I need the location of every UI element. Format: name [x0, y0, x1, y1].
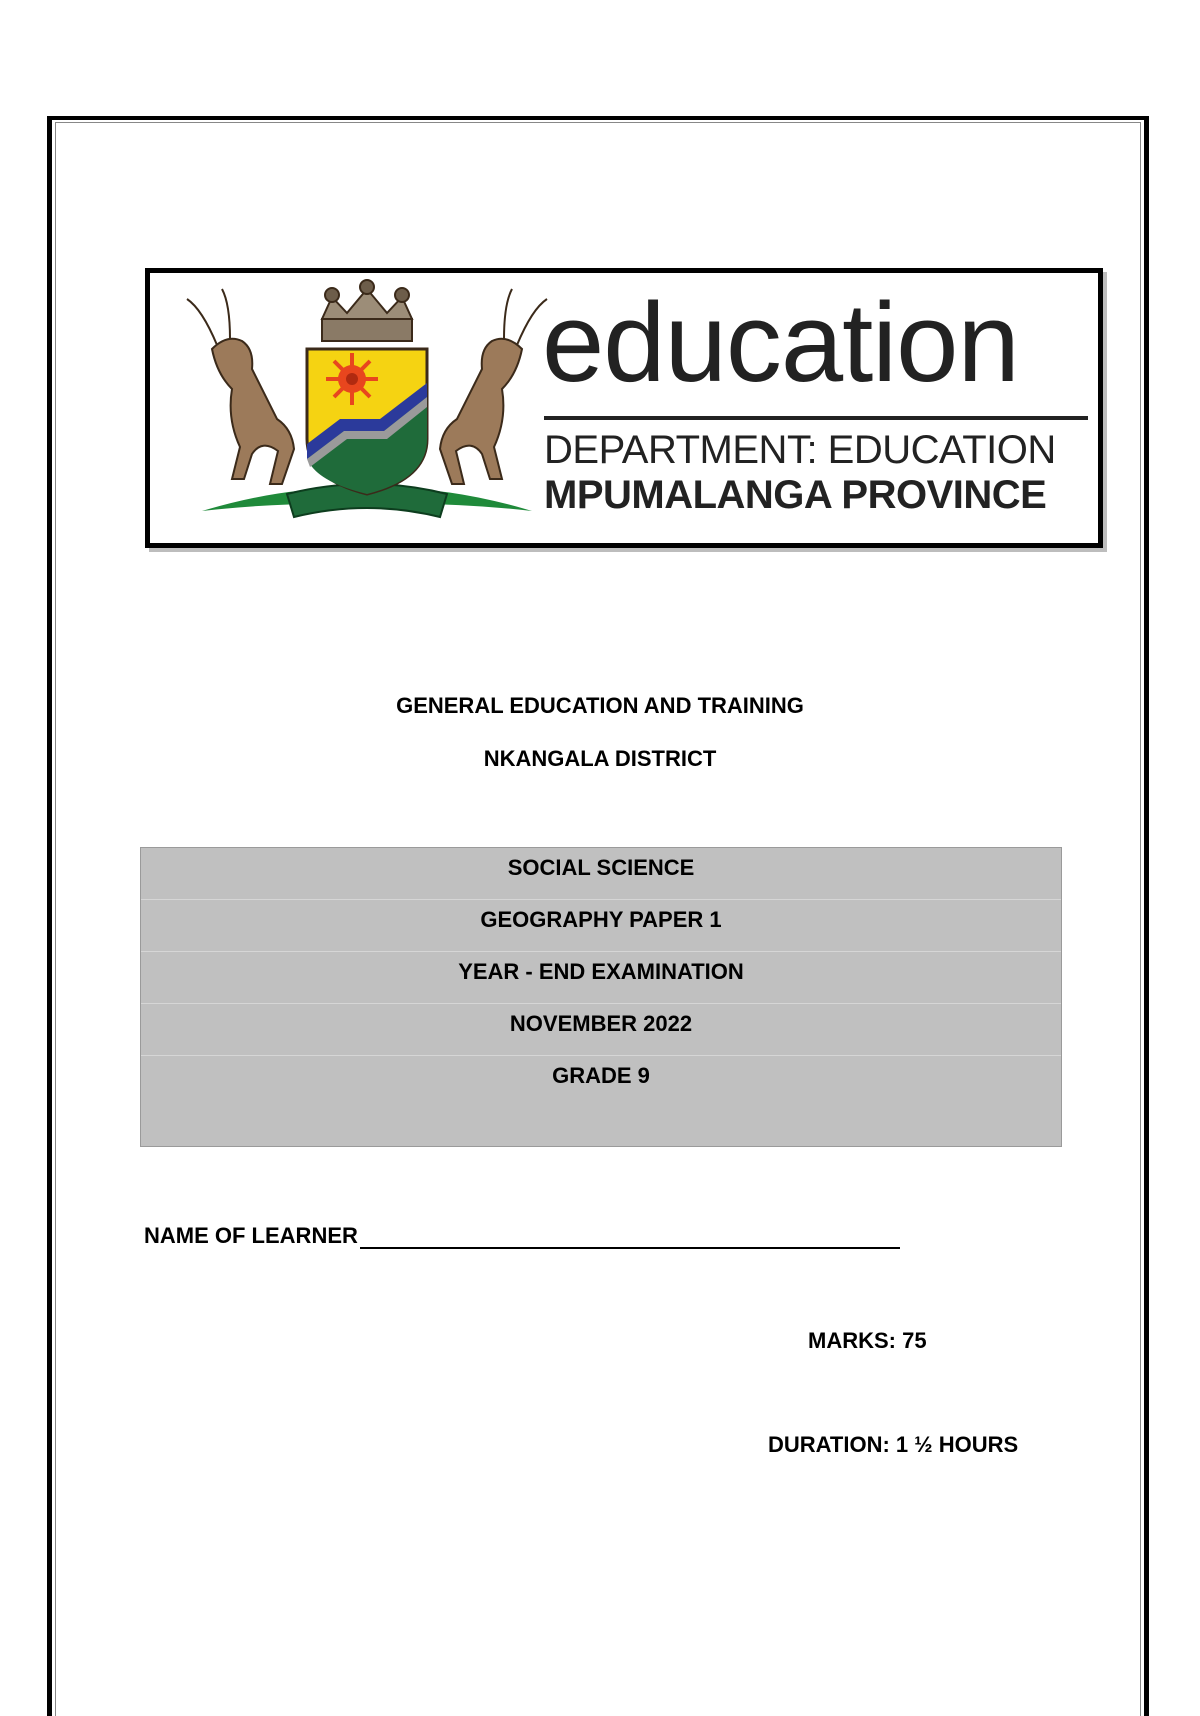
- exam-duration: DURATION: 1 ½ HOURS: [768, 1432, 1019, 1457]
- department-logo-banner: [145, 268, 1103, 548]
- heading-general-education: GENERAL EDUCATION AND TRAINING: [396, 693, 804, 718]
- province-name: MPUMALANGA PROVINCE: [544, 473, 1047, 517]
- subject-row: GEOGRAPHY PAPER 1: [141, 900, 1061, 952]
- learner-name-field: [144, 1223, 900, 1249]
- learner-name-label: NAME OF LEARNER: [144, 1223, 358, 1248]
- subject-row: GRADE 9: [552, 1063, 650, 1088]
- heading-district: NKANGALA DISTRICT: [483, 746, 717, 771]
- subject-row: NOVEMBER 2022: [141, 1004, 1061, 1056]
- learner-name-blank-line[interactable]: [360, 1225, 900, 1249]
- brand-divider: [544, 416, 1088, 420]
- department-name: DEPARTMENT: EDUCATION: [544, 428, 1056, 472]
- subject-row: SOCIAL SCIENCE: [141, 848, 1061, 900]
- marks-total: MARKS: 75: [808, 1328, 927, 1353]
- subject-info-box: [140, 847, 1062, 1147]
- subject-row: YEAR - END EXAMINATION: [141, 952, 1061, 1004]
- brand-wordmark: education: [542, 280, 1019, 405]
- coat-of-arms-icon: [182, 279, 552, 537]
